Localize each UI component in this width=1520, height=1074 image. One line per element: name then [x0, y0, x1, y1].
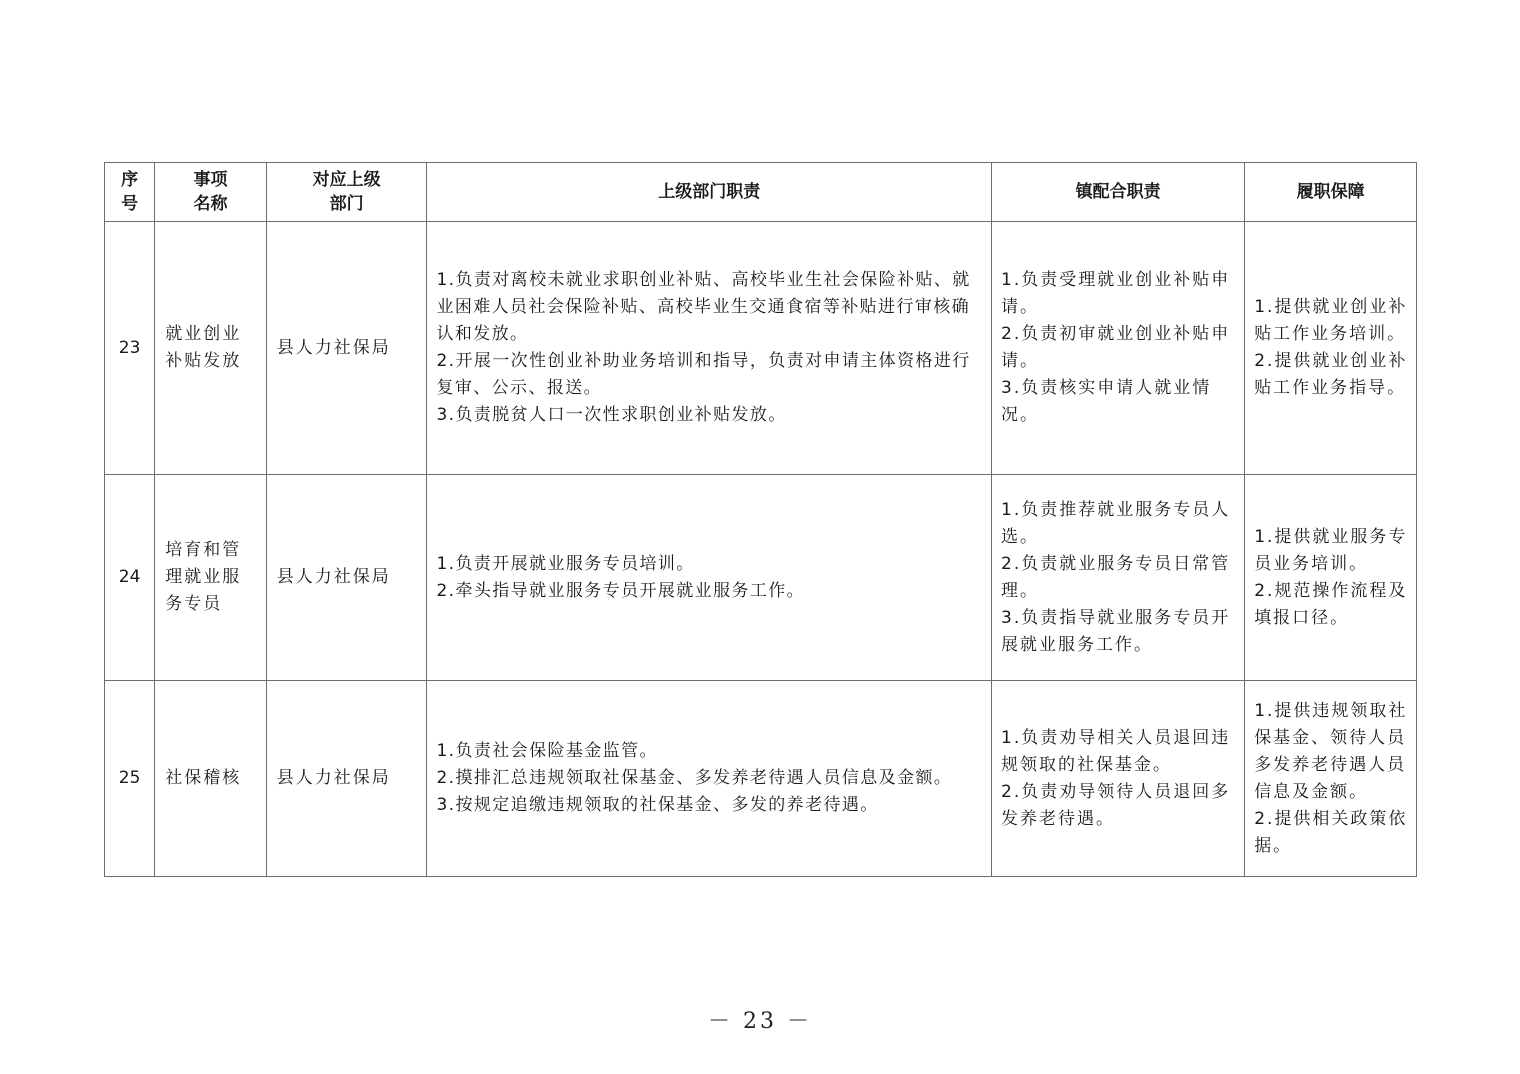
town-duty-item: 2.负责就业服务专员日常管理。: [1001, 553, 1231, 601]
header-guarantee: 履职保障: [1245, 163, 1417, 222]
header-name-line1: 事项: [193, 170, 228, 190]
table-row: [105, 681, 1417, 877]
row-town-duties: [992, 475, 1245, 681]
row-no: 23: [105, 222, 155, 475]
guarantee-item: 1.提供就业创业补贴工作业务培训。: [1254, 297, 1408, 344]
responsibility-table: [104, 162, 1417, 877]
guarantee-item: 1.提供就业服务专员业务培训。: [1254, 526, 1408, 574]
row-town-duties: [992, 681, 1245, 877]
row-dept: 县人力社保局: [266, 475, 427, 681]
upper-duty-item: 2.牵头指导就业服务专员开展就业服务工作。: [436, 580, 806, 601]
guarantee-item: 2.提供相关政策依据。: [1254, 808, 1408, 856]
row-name: 社保稽核: [155, 681, 267, 877]
table-row: [105, 222, 1417, 475]
town-duty-item: 1.负责推荐就业服务专员人选。: [1001, 499, 1231, 547]
row-dept: 县人力社保局: [266, 681, 427, 877]
guarantee-item: 2.提供就业创业补贴工作业务指导。: [1254, 351, 1408, 398]
upper-duty-item: 2.开展一次性创业补助业务培训和指导，负责对申请主体资格进行复审、公示、报送。: [436, 351, 971, 398]
town-duty-item: 3.负责指导就业服务专员开展就业服务工作。: [1001, 607, 1231, 655]
row-guarantee: [1245, 475, 1417, 681]
guarantee-item: 2.规范操作流程及填报口径。: [1254, 580, 1408, 628]
upper-duty-item: 2.摸排汇总违规领取社保基金、多发养老待遇人员信息及金额。: [436, 768, 953, 788]
guarantee-item: 1.提供违规领取社保基金、领待人员多发养老待遇人员信息及金额。: [1254, 700, 1408, 802]
header-row: [105, 163, 1417, 222]
town-duty-item: 3.负责核实申请人就业情况。: [1001, 378, 1212, 425]
row-no: 25: [105, 681, 155, 877]
row-dept: 县人力社保局: [266, 222, 427, 475]
row-guarantee: [1245, 681, 1417, 877]
row-upper-duties: [427, 475, 992, 681]
header-upper: 上级部门职责: [427, 163, 992, 222]
town-duty-item: 1.负责劝导相关人员退回违规领取的社保基金。: [1001, 727, 1231, 775]
page-number: － 23 －: [708, 1009, 812, 1034]
header-no-line2: 号: [121, 194, 139, 214]
table-header: [105, 163, 1417, 222]
header-no: [105, 163, 155, 222]
header-dept: [266, 163, 427, 222]
row-guarantee: [1245, 222, 1417, 475]
upper-duty-item: 1.负责对离校未就业求职创业补贴、高校毕业生社会保险补贴、就业困难人员社会保险补贴、高校毕业生交通食宿等补贴进行审核确认和发放。: [436, 270, 971, 344]
row-upper-duties: [427, 222, 992, 475]
row-name: 就业创业补贴发放: [155, 222, 267, 475]
upper-duty-item: 1.负责开展就业服务专员培训。: [436, 553, 695, 574]
row-town-duties: [992, 222, 1245, 475]
town-duty-item: 2.负责初审就业创业补贴申请。: [1001, 324, 1231, 371]
town-duty-item: 2.负责劝导领待人员退回多发养老待遇。: [1001, 781, 1231, 829]
header-dept-line1: 对应上级: [312, 170, 381, 190]
header-name: [155, 163, 267, 222]
row-no: 24: [105, 475, 155, 681]
header-name-line2: 名称: [193, 194, 228, 214]
row-upper-duties: [427, 681, 992, 877]
header-dept-line2: 部门: [329, 194, 364, 214]
town-duty-item: 1.负责受理就业创业补贴申请。: [1001, 270, 1231, 317]
header-town: 镇配合职责: [992, 163, 1245, 222]
upper-duty-item: 3.负责脱贫人口一次性求职创业补贴发放。: [436, 405, 787, 425]
upper-duty-item: 3.按规定追缴违规领取的社保基金、多发的养老待遇。: [436, 795, 879, 815]
header-no-line1: 序: [121, 170, 139, 190]
row-name: 培育和管理就业服务专员: [155, 475, 267, 681]
table-body: [105, 222, 1417, 877]
table-row: [105, 475, 1417, 681]
upper-duty-item: 1.负责社会保险基金监管。: [436, 741, 658, 761]
